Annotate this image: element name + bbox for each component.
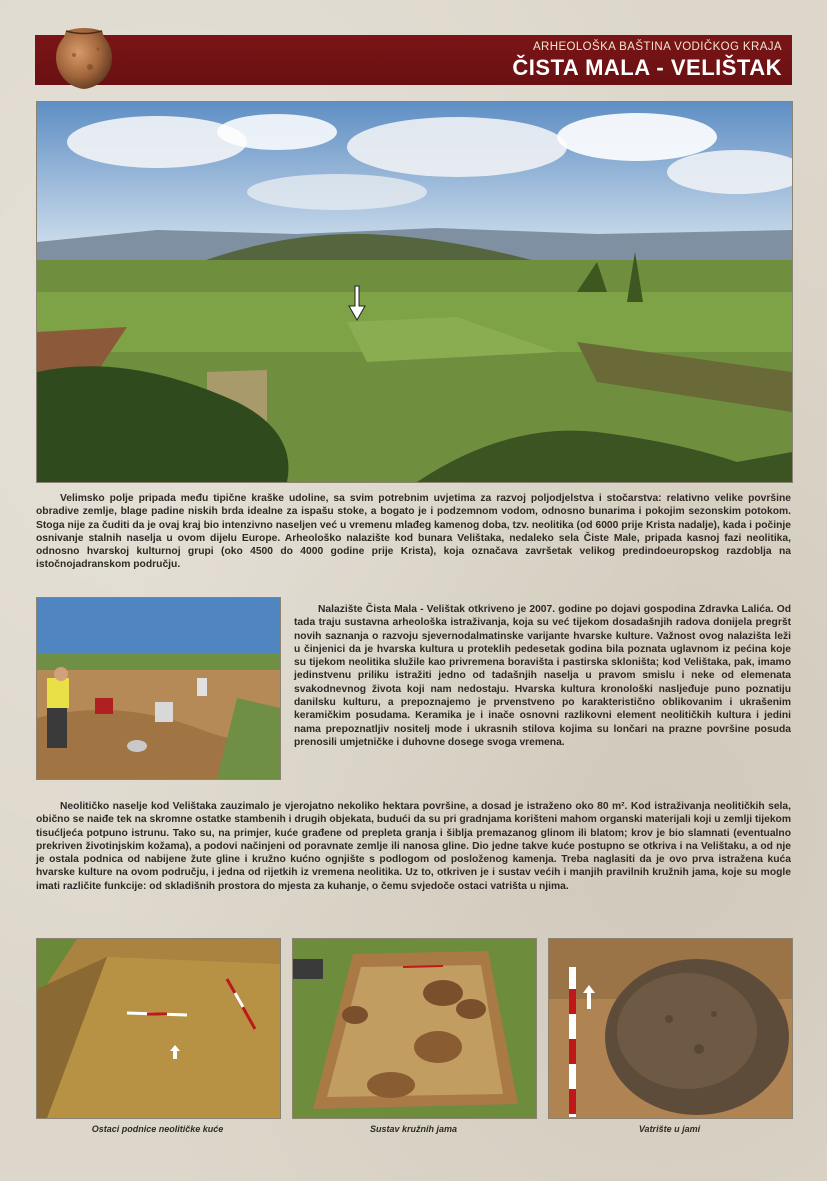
- excavation-photo: [36, 597, 281, 780]
- page-title: ČISTA MALA - VELIŠTAK: [512, 55, 782, 80]
- header-band: [35, 35, 792, 85]
- header-subtitle: ARHEOLOŠKA BAŠTINA VODIČKOG KRAJA: [532, 41, 782, 53]
- caption-house-floor: Ostaci podnice neolitičke kuće: [91, 1124, 224, 1134]
- settlement-paragraph: [36, 800, 791, 893]
- circular-pits-photo: [292, 938, 537, 1119]
- landscape-photo: [36, 101, 793, 483]
- discovery-text: Nalazište Čista Mala - Velištak otkriveno je 2007. godine po dojavi gospodina Zdravka Lalića. Od tada traju sustavna arheološka istraživanja, koja su već tijekom dosadašnjih radova donijela pregršt novih saznanja o razvoju sjevernodalmatinske varijante hvarske kulture. Važnost ovog nalazišta leži u činjenici da je hvarska kultura u proteklih pedesetak godina bila poznata uglavnom iz pećina koje su tijekom neolitika služile kao privremena boravišta i pastirska skloništa; kod Velištaka, pak, imamo jedinstvenu priliku istražiti jedno od tadašnjih naselja u pravom smislu i neke od elemenata svakodnevnog života koji nam nedostaju. Hvarska kultura kronološki nasljeđuje puno poznatiju danilsku kulturu, a prepoznajemo je prvenstveno po karakteristično oblikovanim i ukrašenim keramičkim posudama. Keramika je i inače osnovni razlikovni element neolitičkih kultura i jedini nama prepoznatljiv nositelj mode i ukrasnih stilova kojima su lončari na prazne površine posuda prenosili umjetničke i duhovne dosege svoga vremena.: [294, 604, 791, 748]
- caption-circular-pits: Sustav kružnih jama: [369, 1124, 458, 1134]
- intro-paragraph: [36, 492, 791, 572]
- house-floor-photo: [36, 938, 281, 1119]
- caption-fireplace: Vatrište u jami: [638, 1124, 701, 1134]
- discovery-paragraph: [294, 603, 791, 749]
- intro-text: Velimsko polje pripada među tipične kraške udoline, sa svim potrebnim uvjetima za razvoj poljodjelstva i stočarstva: relativno velike površine obradive zemlje, blage padine niskih brda idealne za ispašu stoke, a bogato je i podzemnom vodom, odnosno bunarima i pokojim sezonskim potokom. Stoga nije za čuditi da je ovaj kraj bio intenzivno naseljen već u vremenu mlađeg kamenog doba, tzv. neolitika (od 6000 prije Krista nadalje), kada i počinje osnivanje stalnih naselja u ovom dijelu Europe. Arheološko nalazište kod bunara Velištaka, nedaleko sela Čiste Male, pripada kasnoj fazi neolitika, odnosno hvarskoj kulturnoj grupi (oko 4500 do 4000 godine prije Krista), koja označava završetak velikog predindoeuropskog razdoblja na istočnojadranskom području.: [36, 493, 791, 571]
- fireplace-photo: [548, 938, 793, 1119]
- clay-pot-logo: [50, 25, 118, 91]
- settlement-text: Neolitičko naselje kod Velištaka zauzimalo je vjerojatno nekoliko hektara površine, a dosad je istraženo oko 80 m². Kod istraživanja neolitičkih sela, obično se naiđe tek na skromne ostatke stambenih i drugih objekata, budući da su pri gradnjama korišteni mahom organski materijali koji u zemlji tijekom tisućljeća potpuno istrunu. Tako su, na primjer, kuće građene od prepleta granja i šiblja premazanog glinom ili blatom; krov je bio slamnati (eventualno prekriven životinjskim kožama), a podovi načinjeni od poravnate zemlje ili nanosa gline. Dio jedne takve kuće postupno se otkriva i na Velištaku, a od nje je ostala podnica od nabijene žute gline i kružno kućno ognjište s podlogom od posloženog kamenja. Treba naglasiti da je ovo prva istražena kuća hvarske kulture na ovom području, i jedna od rijetkih iz vremena neolitika. Uz to, otkriven je i sustav većih i manjih pravilnih kružnih jama, koje su mogle imati različite funkcije: od skladišnih prostora do mjesta za kuhanje, o čemu svjedoče ostaci vatrišta u njima.: [36, 801, 791, 892]
